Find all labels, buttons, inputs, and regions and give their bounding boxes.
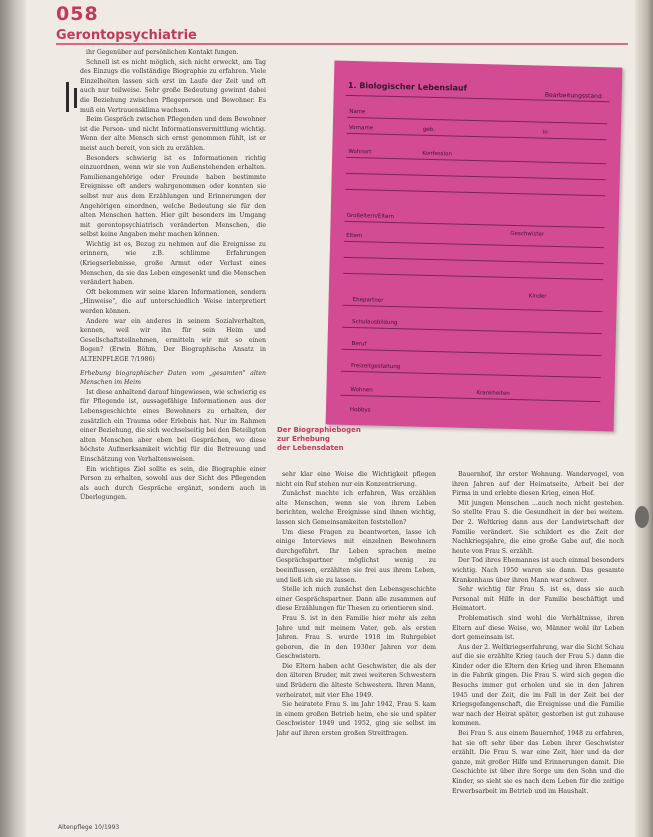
form-line	[343, 273, 603, 280]
form-label: Freizeitgestaltung	[350, 363, 401, 371]
form-label: geb.	[422, 126, 436, 134]
text-column-1	[80, 48, 266, 818]
form-line	[342, 327, 602, 334]
figure-caption	[277, 426, 361, 453]
paragraph: ihr Gegenüber auf persönlichen Kontakt fungen.	[86, 49, 239, 56]
form-label: Geschwister	[510, 230, 545, 238]
header-rule	[56, 43, 628, 45]
form-label: Beruf	[351, 341, 367, 348]
form-label: Eltern	[346, 232, 363, 240]
form-label: Name	[349, 108, 366, 116]
form-status-label: Bearbeitungsstand	[544, 91, 602, 101]
page-number: 058	[56, 3, 99, 25]
page-edge	[635, 0, 653, 837]
form-title: 1. Biologischer Lebenslauf	[347, 80, 468, 93]
form-line	[345, 189, 605, 196]
form-label: Wohnort	[348, 148, 372, 156]
paragraph: Stelle ich mich zunächst den Lebensgeschichte einer Gesprächspartner. Dann alle zusammen auf diese Erzählungen für Thesen zu orientieren sind.	[276, 586, 436, 613]
paragraph: Andere war ein anderes in seinem Sozialverhalten, kennen, weil wir ihn für sein Heim und Gesellschaftsteilnehmen, ermitteln wir mit so einen Bogen? (Erwin Böhm, Der Biographische Ansatz in ALTENPFLEGE 7/1986)	[80, 317, 266, 363]
journal-footer: Altenpflege 10/1993	[58, 824, 120, 831]
paragraph: sehr klar eine Weise die Wichtigkeit pflegen nicht ein Ruf stehen nur ein Konzentrierung.	[276, 471, 436, 488]
form-label: Wohnen	[350, 387, 373, 394]
text-column-3	[452, 470, 624, 818]
paragraph: Oft bekommen wir seine klaren Informationen, sondern „Hinweise", die auf unterschiedlich Weise interpretiert werden können.	[80, 288, 266, 316]
paragraph: Die Eltern haben acht Geschwister, die als der den älteren Bruder, mit zwei weiteren Schwestern und Brüdern die älteste Schwestern. Ihren Mann, verheiratet, mit vier Ehe 1949.	[276, 662, 436, 699]
paragraph: Besonders schwierig ist es Informationen richtig einzuordnen, wenn wir sie von Außenstehenden erhalten. Familienangehörige oder Freunde haben bestimmte Ereignisse oft anders wahrgenommen oder konnten sie selbst nur aus dem Erzählungen und Erinnerungen der Angehörigen einordnen, welche Bedeutung sie für den alten Menschen hatten. Hier gilt besonders im Umgang mit gerontopsychiatrisch veränderten Menschen, die selbst keine Angaben mehr machen können.	[80, 154, 266, 239]
paragraph: Schnell ist es nicht möglich, sich nicht erweckt, am Tag des Einzugs die vollständige Biographie zu erfahren. Viele Einzelheiten lassen sich erst im Laufe der Zeit und oft auch nur teilweise. Sehr große Bedeutung gewinnt dabei die Beziehung zwischen Pflegeperson und Bewohner. Es muß ein Vertrauensklima wachsen.	[80, 58, 266, 114]
paragraph: Zunächst machte ich erfahren, Was erzählen alte Menschen, wenn sie von ihrem Leben berichten, welche Ereignisse sind ihnen wichtig, lassen sich Gemeinsamkeiten feststellen?	[276, 490, 436, 526]
form-label: Großeltern/Eltern	[346, 212, 395, 221]
paragraph: Aus der 2. Weltkriegserfahrung, war die Sicht Schau auf die sie erzählte Krieg (auch der Frau S.) dann die Kinder oder die Eltern den Krieg und ihren Ehemann in die Fabrik gingen. Die Frau S. wird sich gegen die Besuchs immer gut erholen und sie in den Jahren 1945 und der Zeit, die im Fall in der Zeit bei der Kriegsgefangenschaft, die Ereignisse und die Familie war nach der Heirat später, gestorben ist gut zuhause kommen.	[452, 643, 624, 728]
form-line	[344, 241, 604, 248]
form-line	[345, 221, 605, 228]
paragraph: Problematisch sind wohl die Verhältnisse, ihren Eltern auf diese Weise, wo, Männer wohl ihr Leben dort gemeinsam ist.	[452, 614, 624, 642]
form-line	[344, 257, 604, 264]
form-label: Hobbys	[349, 407, 371, 414]
form-line	[346, 157, 606, 164]
paragraph: Der Tod ihres Ehemannes ist auch einmal besonders wichtig. Nach 1950 waren sie dann. Das gesamte Krankenhaus über ihren Mann war schwer.	[452, 557, 624, 584]
paragraph: Beim Gespräch zwischen Pflegenden und dem Bewohner ist die Person- und nicht Informationsvermittlung wichtig. Wenn der alte Mensch sich ernst genommen fühlt, ist er meist auch bereit, von sich zu erzählen.	[80, 116, 266, 152]
text-column-2	[276, 470, 436, 818]
form-line	[347, 117, 607, 124]
paragraph: Um diese Fragen zu beantworten, lasse ich einige Interviews mit einzelnen Bewohnern durchgeführt. Ihr Leben sprachen meine Gesprächspartner möglichst wenig zu beeinflussen, erzählten sie frei aus ihrem Leben, und ließ ich sie zu lassen.	[276, 528, 436, 584]
form-line	[342, 305, 602, 312]
form-label: in	[542, 129, 548, 136]
section-title: Gerontopsychiatrie	[56, 28, 197, 43]
form-line	[341, 371, 601, 378]
paragraph: Ist diese anhaltend darauf hingewiesen, wie schwierig es für Pflegende ist, aussagefähige Informationen aus der Lebensgeschichte eines Bewohners zu erhalten, der zusätzlich ein Trauma oder Erlebnis hat. Nur im Rahmen einer Beziehung, die sich wechselseitig bei den Beteiligten alten Menschen aber eben bei Gesprächen, wo diese höchste Aufmerksamkeit wichtig für die Betreuung und Einschätzung von Verhaltensweisen.	[80, 388, 266, 463]
form-line	[340, 395, 600, 402]
binder-edge	[0, 0, 26, 837]
caption-line: zur Erhebung	[277, 435, 330, 443]
form-label: Vorname	[348, 124, 374, 132]
paragraph: Ein wichtiges Ziel sollte es sein, die Biographie einer Person zu erhalten, sowohl aus der Sicht des Pflegenden als auch durch Gespräche ergänzt, sondern auch in Überlegungen.	[80, 465, 266, 502]
paragraph: Mit jungen Menschen ...auch noch nicht gestehen. So stellte Frau S. die Gesundheit in der bei weitem. Der 2. Weltkrieg dann aus der Landwirtschaft der Familie verändert. Sie schildert es die Zeit der Nachkriegsjahre, die eine große Gabe auf, die noch heute von Frau S. erzählt.	[452, 499, 624, 555]
form-line	[341, 349, 601, 356]
form-label: Ehepartner	[352, 297, 384, 304]
margin-marker	[66, 82, 69, 112]
register-tab	[635, 506, 649, 528]
paragraph: Sie heiratete Frau S. im Jahr 1942, Frau S. kam in einem großen Betrieb heim, ehe sie und später Geschwister 1949 und 1952, ging sie selbst im Jahr auf ihren ersten großen Streitfragen.	[276, 701, 436, 738]
subheading: Erhebung biographischer Daten vom „gesamten" alten Menschen im Heim	[80, 369, 266, 387]
form-line	[346, 173, 606, 180]
paragraph: Frau S. ist in den Familie hier mehr als zehn Jahre und mit meinem Vater, geb. als ersten Jahren. Frau S. wurde 1918 im Ruhrgebiet geboren, die in den 1930er Jahren vor dem Geschwistern.	[276, 614, 436, 661]
form-label: Schulausbildung	[352, 319, 398, 327]
paragraph: Wichtig ist es, Bezug zu nehmen auf die Ereignisse zu erinnern, wie z.B. schlimme Erfahrungen (Kriegserlebnisse, große Armut oder Verlust eines Menschen, da sie das Leben eingesenkt und die Menschen verändert haben.	[80, 240, 266, 287]
form-label: Konfession	[422, 150, 452, 158]
paragraph: Sehr wichtig für Frau S. ist es, dass sie auch Personal mit Hilfe in der Familie beschäftigt und Heimatort.	[452, 586, 624, 613]
form-label: Kinder	[528, 293, 547, 300]
paragraph: Bauernhof, ihr erster Wohnung. Wandervogel, von ihren Jahren auf der Heimatseite, Arbeit bei der Firma in und erlebte diesen Krieg, einen Hof.	[452, 471, 624, 498]
margin-marker	[74, 88, 77, 108]
paragraph: Bei Frau S. aus einem Bauernhof, 1948 zu erfahren, hat sie oft sehr über das Leben ihrer Geschwister erzählt. Die Frau S. war eine Zeit, hier und da der ganze, mit großer Hilfe und Erinnerungen damit. Die Geschichte ist über ihre Sorge um den Sohn und die Kinder, so sieht sie es nach dem Leben für die zeitige Erwerbsarbeit im Betrieb und im Haushalt.	[452, 730, 624, 795]
caption-line: Der Biographiebogen	[277, 426, 361, 434]
form-line	[347, 133, 607, 140]
caption-line: der Lebensdaten	[277, 444, 344, 452]
biography-form	[326, 61, 623, 432]
form-label: Krankheiten	[476, 390, 510, 397]
